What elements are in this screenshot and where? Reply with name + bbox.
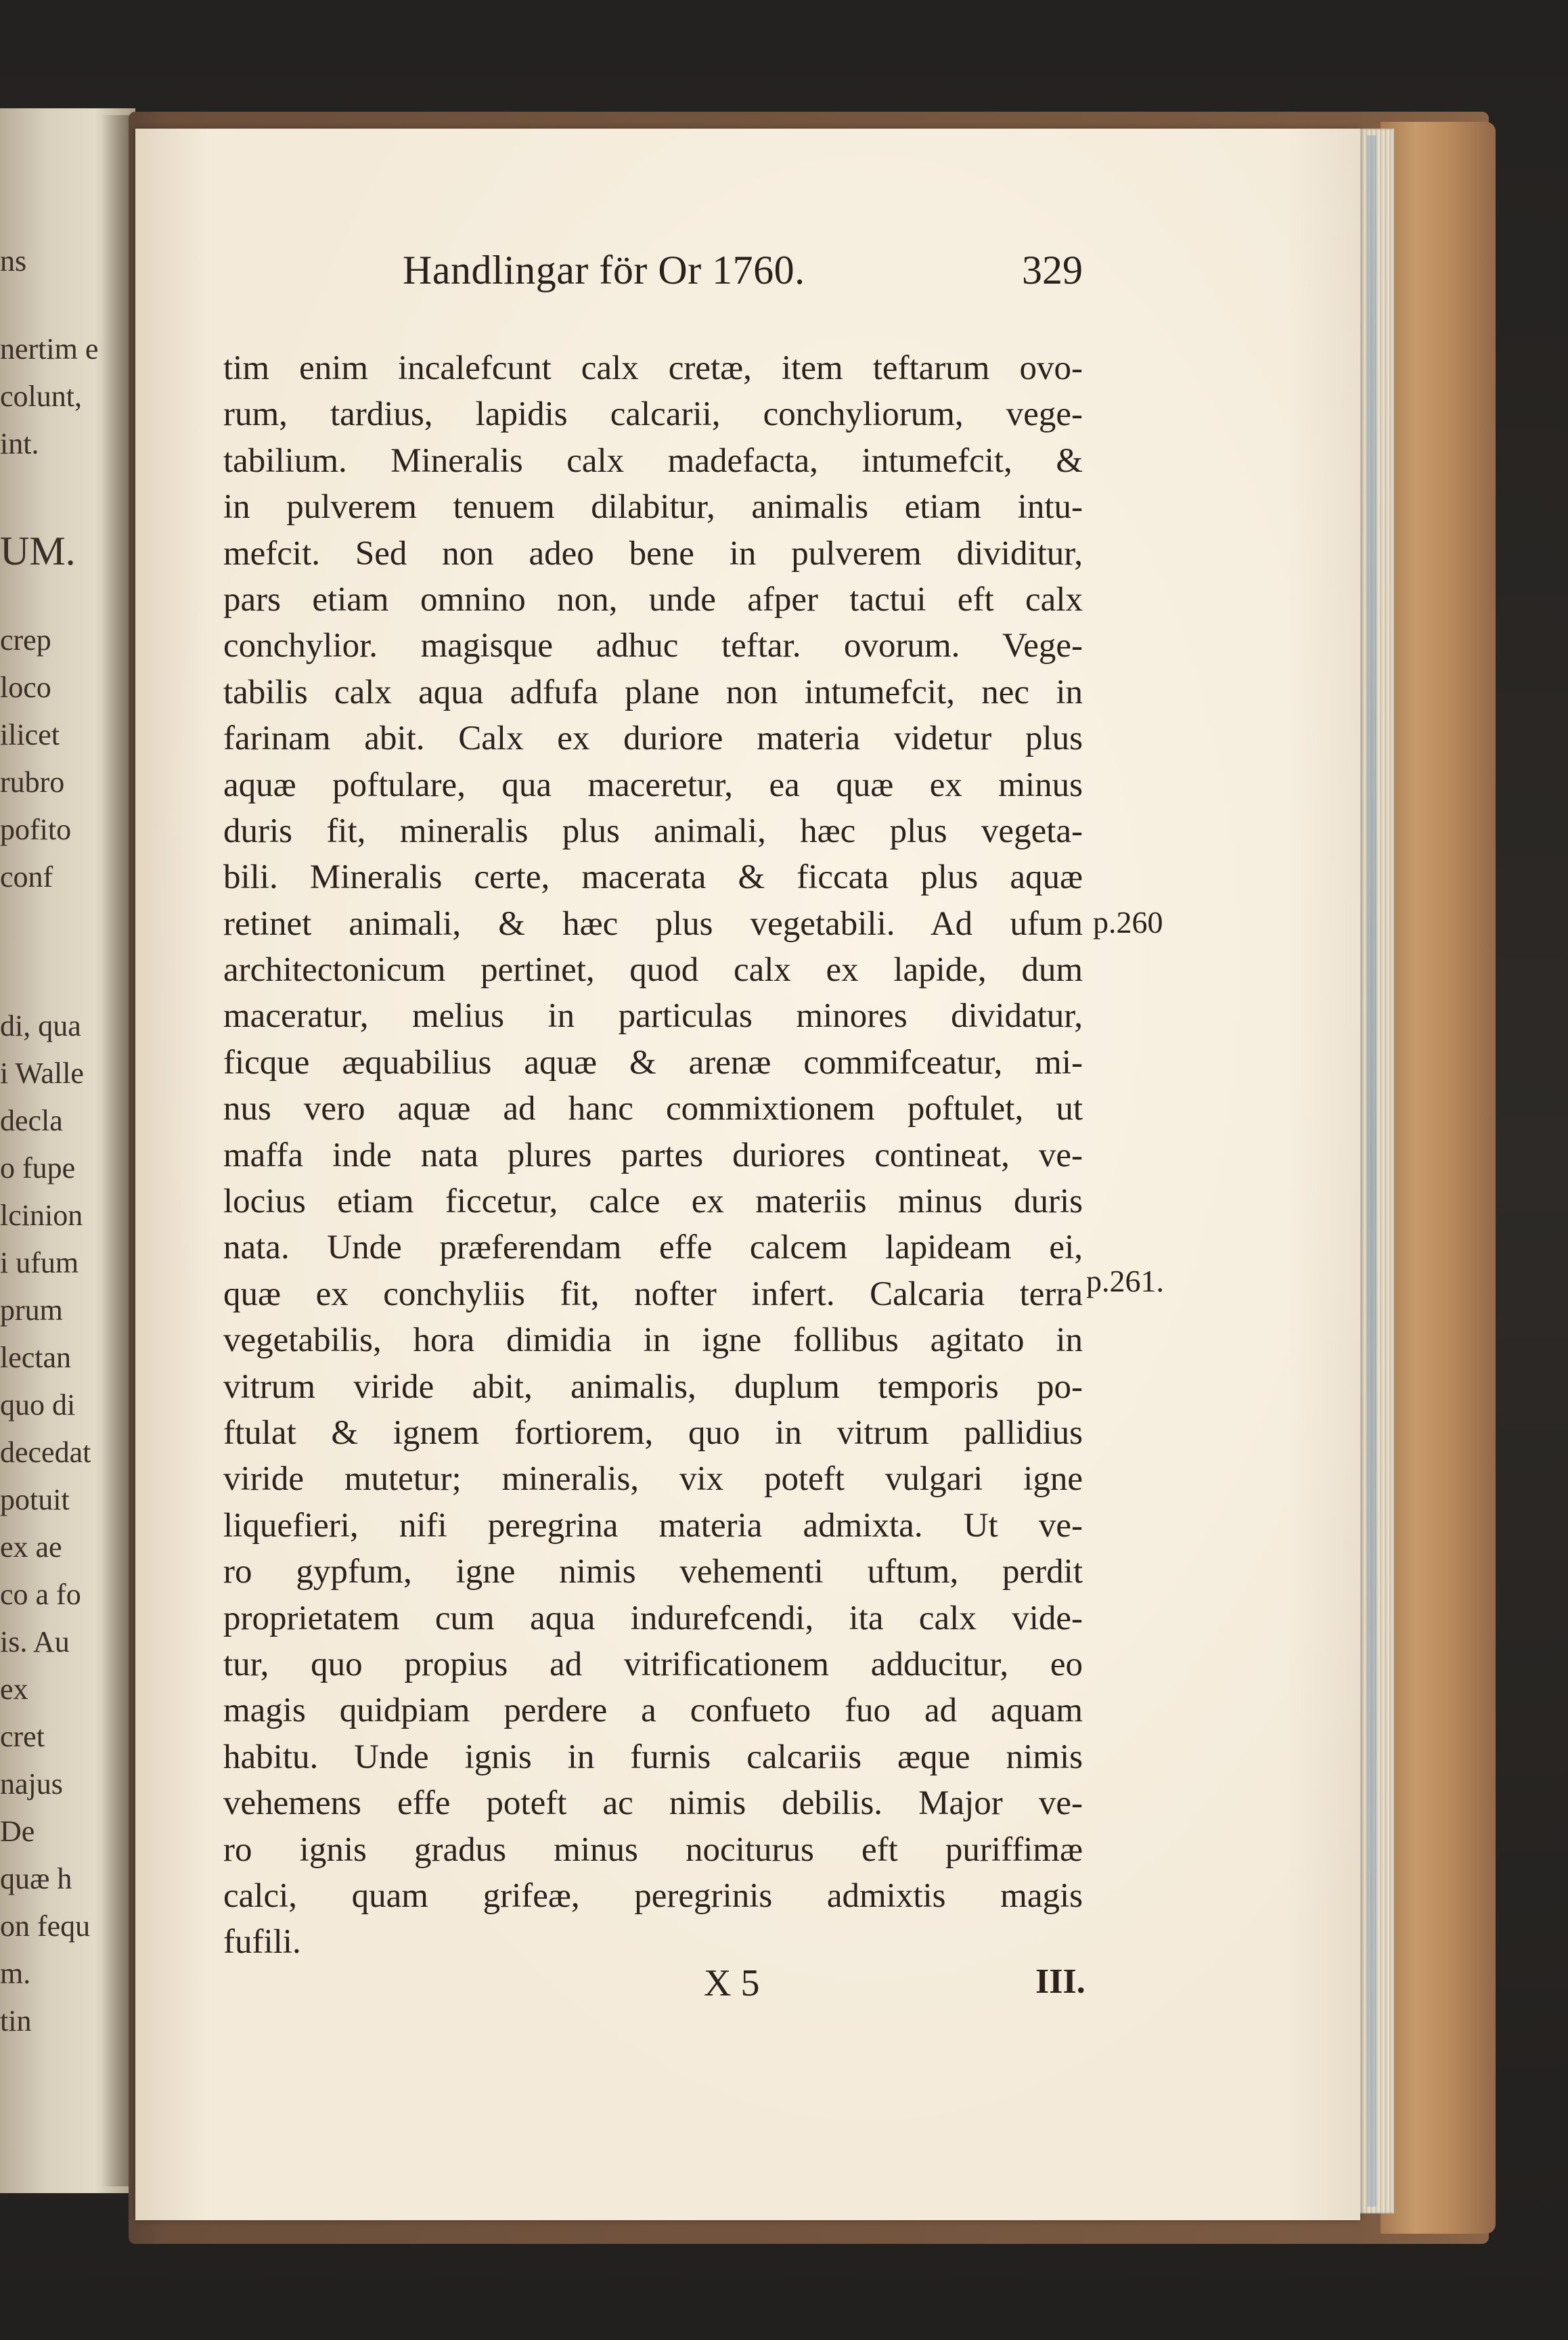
text-line: fufili. bbox=[223, 1923, 301, 1962]
left-fragment: int. bbox=[0, 427, 39, 460]
text-line: duris fit, mineralis plus animali, hæc plus vegeta- bbox=[223, 812, 1083, 850]
left-fragment: loco bbox=[0, 671, 51, 704]
text-line: tur, quo propius ad vitrificationem adducitur, eo bbox=[223, 1645, 1083, 1683]
page-edge-tint bbox=[1367, 135, 1376, 2207]
signature-mark: X 5 bbox=[704, 1962, 760, 2004]
left-fragment: is. Au bbox=[0, 1625, 70, 1658]
text-line: liquefieri, nifi peregrina materia admixta. Ut ve- bbox=[223, 1506, 1083, 1545]
text-line: calci, quam grifeæ, peregrinis admixtis magis bbox=[223, 1876, 1083, 1915]
cover-edge bbox=[1381, 122, 1496, 2234]
left-fragment: quæ h bbox=[0, 1862, 72, 1895]
text-line: farinam abit. Calx ex duriore materia videtur plus bbox=[223, 720, 1083, 758]
left-fragment: De bbox=[0, 1815, 35, 1848]
catchword: III. bbox=[1035, 1962, 1085, 2001]
left-fragment: o fupe bbox=[0, 1151, 76, 1185]
left-fragment: ex bbox=[0, 1673, 28, 1706]
running-head-title: Handlingar för Or 1760. bbox=[403, 248, 805, 292]
margin-note: p.260 bbox=[1093, 905, 1163, 940]
text-line: ficque æquabilius aquæ & arenæ commifceatur, mi- bbox=[223, 1043, 1083, 1082]
left-fragment: potuit bbox=[0, 1483, 70, 1516]
text-line: habitu. Unde ignis in furnis calcariis æque nimis bbox=[223, 1738, 1083, 1776]
left-fragment: prum bbox=[0, 1294, 63, 1327]
text-line: vegetabilis, hora dimidia in igne follibus agitato in bbox=[223, 1321, 1083, 1360]
text-line: ftulat & ignem fortiorem, quo in vitrum pallidius bbox=[223, 1413, 1083, 1452]
left-fragment: lectan bbox=[0, 1341, 72, 1374]
text-line: proprietatem cum aqua indurefcendi, ita calx vide- bbox=[223, 1599, 1083, 1637]
left-fragment: quo di bbox=[0, 1388, 76, 1421]
left-fragment: decedat bbox=[0, 1436, 91, 1469]
text-line: vitrum viride abit, animalis, duplum temporis po- bbox=[223, 1367, 1083, 1406]
text-line: conchylior. magisque adhuc teftar. ovorum. Vege- bbox=[223, 627, 1083, 665]
left-fragment: ex ae bbox=[0, 1530, 62, 1564]
text-line: maffa inde nata plures partes duriores contineat, ve- bbox=[223, 1136, 1083, 1174]
left-fragment: tin bbox=[0, 2004, 32, 2037]
text-line: tabilis calx aqua adfufa plane non intumefcit, nec in bbox=[223, 673, 1083, 711]
left-fragment: najus bbox=[0, 1767, 63, 1801]
text-line: in pulverem tenuem dilabitur, animalis etiam intu- bbox=[223, 488, 1083, 527]
text-line: tabilium. Mineralis calx madefacta, intumefcit, & bbox=[223, 441, 1083, 480]
text-line: ro gypfum, igne nimis vehementi uftum, perdit bbox=[223, 1553, 1083, 1591]
text-line: nus vero aquæ ad hanc commixtionem poftulet, ut bbox=[223, 1090, 1083, 1128]
text-line: bili. Mineralis certe, macerata & ficcata plus aquæ bbox=[223, 858, 1083, 897]
text-line: architectonicum pertinet, quod calx ex lapide, dum bbox=[223, 951, 1083, 990]
text-line: ro ignis gradus minus nociturus eft puriffimæ bbox=[223, 1830, 1083, 1869]
text-line: tim enim incalefcunt calx cretæ, item teftarum ovo- bbox=[223, 349, 1083, 387]
left-fragment: i ufum bbox=[0, 1246, 79, 1279]
left-fragment: lcinion bbox=[0, 1199, 83, 1232]
left-fragment: cret bbox=[0, 1720, 45, 1753]
text-line: retinet animali, & hæc plus vegetabili. Ad ufum bbox=[223, 904, 1083, 943]
left-fragment: di, qua bbox=[0, 1009, 81, 1042]
text-line: vehemens effe poteft ac nimis debilis. Major ve- bbox=[223, 1784, 1083, 1823]
text-line: magis quidpiam perdere a confueto fuo ad aquam bbox=[223, 1692, 1083, 1730]
left-fragment: decla bbox=[0, 1104, 63, 1137]
text-line: pars etiam omnino non, unde afper tactui eft calx bbox=[223, 580, 1083, 619]
left-fragment: ilicet bbox=[0, 718, 60, 751]
left-fragment: m. bbox=[0, 1957, 31, 1990]
left-fragment: crep bbox=[0, 623, 51, 657]
left-fragment: conf bbox=[0, 860, 53, 893]
left-fragment: UM. bbox=[0, 529, 76, 573]
text-line: maceratur, melius in particulas minores dividatur, bbox=[223, 997, 1083, 1036]
text-line: rum, tardius, lapidis calcarii, conchyliorum, vege- bbox=[223, 395, 1083, 434]
left-fragment: ns bbox=[0, 244, 27, 278]
left-fragment: rubro bbox=[0, 766, 65, 799]
text-line: quæ ex conchyliis fit, nofter infert. Calcaria terra bbox=[223, 1275, 1083, 1313]
text-line: aquæ poftulare, qua maceretur, ea quæ ex minus bbox=[223, 766, 1083, 804]
text-line: viride mutetur; mineralis, vix poteft vulgari igne bbox=[223, 1460, 1083, 1499]
left-fragment: on fequ bbox=[0, 1909, 91, 1943]
text-line: locius etiam ficcetur, calce ex materiis minus duris bbox=[223, 1183, 1083, 1221]
body-text bbox=[223, 345, 1083, 1966]
left-fragment: pofito bbox=[0, 813, 72, 846]
left-fragment: colunt, bbox=[0, 380, 82, 413]
left-fragment: nertim e bbox=[0, 332, 99, 366]
text-line: mefcit. Sed non adeo bene in pulverem dividitur, bbox=[223, 534, 1083, 573]
running-head bbox=[264, 247, 1083, 308]
text-line: nata. Unde præferendam effe calcem lapideam ei, bbox=[223, 1229, 1083, 1267]
page-number: 329 bbox=[1022, 248, 1083, 292]
left-fragment: i Walle bbox=[0, 1057, 84, 1090]
margin-note: p.261. bbox=[1086, 1264, 1164, 1298]
left-fragment: co a fo bbox=[0, 1578, 81, 1611]
